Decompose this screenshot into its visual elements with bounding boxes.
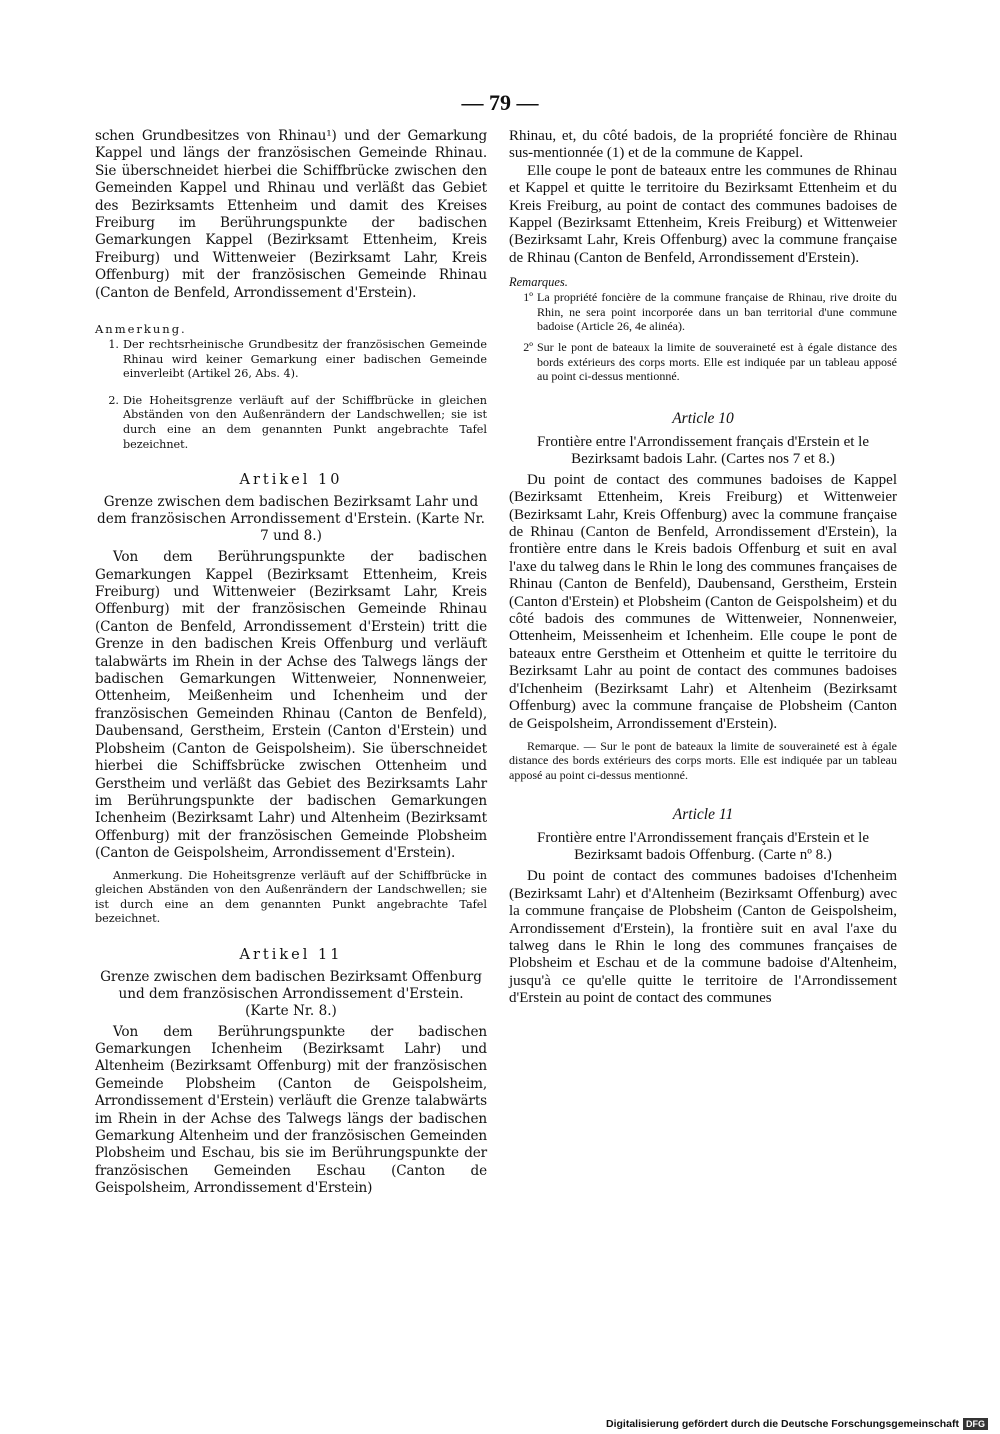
german-article-10-heading: Artikel 10 <box>239 472 343 489</box>
french-note-2-number: 2º <box>523 340 533 355</box>
german-note-2-number: 2. <box>108 393 119 407</box>
german-paragraph-1: schen Grundbesitzes von Rhinau¹) und der Gemarkung Kappel und längs der französischen Gemeinde Rhinau. Sie überschneidet hierbei die Schiffbrücke zwischen den Gemeinden Kappel und Rhinau und verläßt das Gebiet des Bezirksamts Ettenheim und damit des Kreises Freiburg im Berührungspunkte der badischen Gemarkungen Kappel (Bezirksamt Ettenheim, Kreis Freiburg) und Wittenweier (Bezirksamt Lahr, Kreis Offenburg) mit der französischen Gemeinde Rhinau (Canton de Benfeld, Arrondissement d'Erstein). <box>95 128 487 301</box>
german-article-11-heading: Artikel 11 <box>239 946 343 963</box>
french-article-11-subheading: Frontière entre l'Arrondissement français d'Erstein et le Bezirksamt badois Offenburg. (Carte nº 8.) <box>537 830 869 864</box>
french-note-2: Sur le pont de bateaux la limite de souveraineté est à égale distance des bords extérieurs des corps morts. Elle est indiquée par un tableau apposé au point ci-dessus mentionné. <box>537 340 897 384</box>
french-article-10-remark: Remarque. — Sur le pont de bateaux la limite de souveraineté est à égale distance des bords extérieurs des corps morts. Elle est indiquée par un tableau apposé au point ci-dessus mentionné. <box>509 738 897 782</box>
german-notes-heading: Anmerkung. <box>95 322 187 337</box>
page-number: — 79 — <box>461 90 539 115</box>
german-article-10-subheading: Grenze zwischen dem badischen Bezirksamt Lahr und dem französischen Arrondissement d'Erstein. (Karte Nr. 7 und 8.) <box>97 494 485 545</box>
french-article-11-paragraph: Du point de contact des communes badoises d'Ichenheim (Bezirksamt Lahr) et d'Altenheim (Bezirksamt Offenburg) avec la commune française de Plobsheim (Canton de Geispolsheim, Arrondissement d'Erstein), la frontière suit en aval l'axe du talweg dans le Rhin le long des communes françaises de Plobsheim et Eschau et de la commune badoise d'Altenheim, jusqu'à ce qu'elle quitte le territoire de l'Arrondissement d'Erstein au point de contact des communes <box>509 868 897 1007</box>
french-article-11-heading: Article 11 <box>672 806 734 824</box>
french-column <box>509 128 897 1008</box>
german-column <box>95 128 487 1198</box>
footer-text: Digitalisierung gefördert durch die Deutsche Forschungsgemeinschaft <box>606 1418 959 1430</box>
dfg-logo: DFG <box>963 1418 988 1430</box>
german-article-11-paragraph: Von dem Berührungspunkte der badischen Gemarkungen Ichenheim (Bezirksamt Lahr) und Altenheim (Bezirksamt Offenburg) mit der französischen Gemeinde Plobsheim (Canton de Geispolsheim, Arrondissement d'Erstein) verläuft die Grenze talabwärts im Rhein in der Achse des Talwegs längs der badischen Gemarkung Altenheim und der französischen Gemeinden Plobsheim und Eschau, bis sie im Berührungspunkte der französischen Gemeinden Eschau (Canton de Geispolsheim, Arrondissement d'Erstein) <box>95 1023 487 1197</box>
french-article-10-heading: Article 10 <box>672 409 734 427</box>
french-paragraph-1: Rhinau, et, du côté badois, de la propriété foncière de Rhinau sus-mentionnée (1) et de la commune de Kappel. <box>509 128 897 162</box>
german-note-1: Der rechtsrheinische Grundbesitz der französischen Gemeinde Rhinau wird keiner Gemarkung einer badischen Gemeinde einverleibt (Artikel 26, Abs. 4). <box>123 338 487 381</box>
german-article-10-paragraph: Von dem Berührungspunkte der badischen Gemarkungen Kappel (Bezirksamt Ettenheim, Kreis Freiburg) und Wittenweier (Bezirksamt Lahr, Kreis Offenburg) mit der französischen Gemeinde Rhinau (Canton de Benfeld, Arrondissement d'Erstein) tritt die Grenze in den badischen Kreis Offenburg und verläuft talabwärts im Rhein in der Achse des Talwegs längs der badischen Gemarkungen Wittenweier, Nonnenweier, Ottenheim, Meißenheim und Ichenheim und der französischen Gemeinden Rhinau (Canton de Benfeld), Daubensand, Gerstheim, Erstein (Canton d'Erstein) und Plobsheim (Canton de Geispolsheim). Sie überschneidet hierbei die Schiffsbrücke zwischen Ottenheim und Gerstheim und verläßt das Gebiet des Bezirksamts Lahr im Berührungspunkte der badischen Gemarkungen Ichenheim (Bezirksamt Lahr) und Altenheim (Bezirksamt Offenburg) mit der französischen Gemeinde Plobsheim (Canton de Geispolsheim, Arrondissement d'Erstein). <box>95 549 487 862</box>
french-article-10-paragraph: Du point de contact des communes badoises de Kappel (Bezirksamt Ettenheim, Kreis Freiburg) et Wittenweier (Bezirksamt Lahr, Kreis Offenburg) avec la commune française de Rhinau (Canton de Benfeld, Arrondissement d'Erstein), la frontière entre dans le Kreis badois Offenburg et suit en aval l'axe du talweg dans le Rhin le long des communes françaises de Rhinau (Canton de Benfeld), Daubensand, Gerstheim, Erstein (Canton d'Erstein) et Plobsheim (Canton de Geispolsheim) et du côté badois des communes de Wittenweier, Nonnenweier, Ottenheim, Meissenheim et Ichenheim. Elle coupe le pont de bateaux entre Gerstheim et Ottenheim et quitte le territoire du Bezirksamt Lahr au point de contact des communes badoises d'Ichenheim (Bezirksamt Lahr) et Altenheim (Bezirksamt Offenburg) avec la commune française de Plobsheim (Canton de Geispolsheim, Arrondissement d'Erstein). <box>509 471 898 732</box>
german-note-1-number: 1. <box>108 338 119 352</box>
french-note-1: La propriété foncière de la commune française de Rhinau, rive droite du Rhin, ne sera point incorporée dans un ban territorial d'une commune badoise (Article 26, 4e alinéa). <box>537 290 897 334</box>
french-note-1-number: 1º <box>523 290 533 305</box>
digitization-footer <box>606 1418 986 1430</box>
french-notes-heading: Remarques. <box>509 275 568 290</box>
french-paragraph-2: Elle coupe le pont de bateaux entre les communes de Rhinau et Kappel et quitte le territoire du Bezirksamt Ettenheim et du Kreis Freiburg, au point de contact des communes badoises de Kappel (Bezirksamt Ettenheim, Kreis Freiburg) et Wittenweier (Bezirksamt Lahr, Kreis Offenburg) avec la commune française de Rhinau (Canton de Benfeld, Arrondissement d'Erstein). <box>509 162 897 266</box>
german-note-2: Die Hoheitsgrenze verläuft auf der Schiffbrücke in gleichen Abständen von den Außenrändern der Landschwellen; sie ist durch eine an dem genannten Punkt angebrachte Tafel bezeichnet. <box>123 393 487 451</box>
german-article-11-subheading: Grenze zwischen dem badischen Bezirksamt Offenburg und dem französischen Arrondissement d'Erstein. (Karte Nr. 8.) <box>100 968 482 1019</box>
french-article-10-subheading: Frontière entre l'Arrondissement français d'Erstein et le Bezirksamt badois Lahr. (Cartes nos 7 et 8.) <box>537 433 869 467</box>
german-article-10-remark: Anmerkung. Die Hoheitsgrenze verläuft auf der Schiffbrücke in gleichen Abständen von den Außenrändern der Landschwellen; sie ist durch eine an dem genannten Punkt angebrachte Tafel bezeichnet. <box>95 868 487 926</box>
